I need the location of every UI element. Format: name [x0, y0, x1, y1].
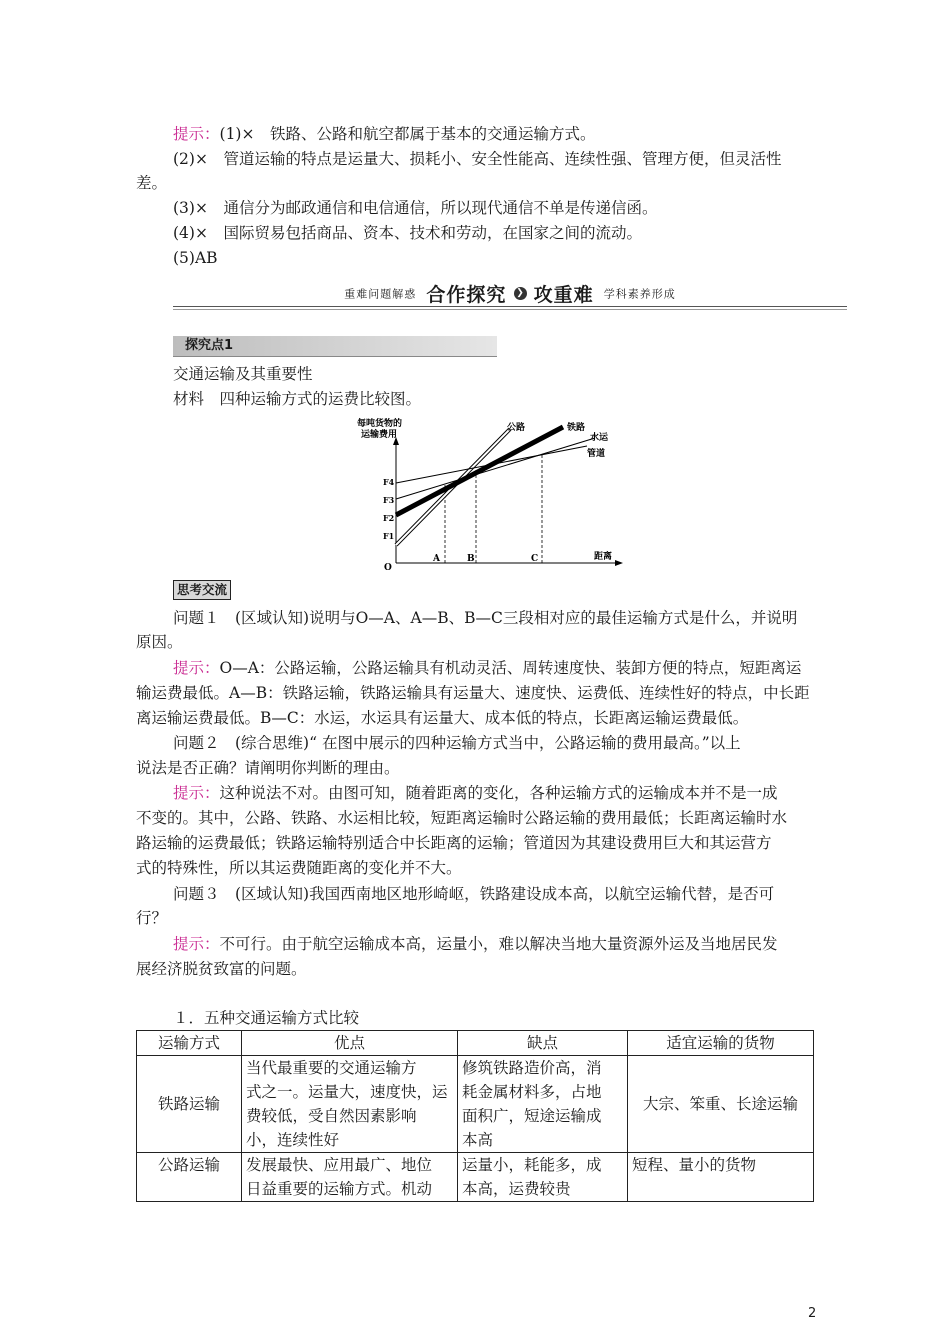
question-2-cont: 说法是否正确？请阐明你判断的理由。 — [136, 759, 400, 777]
table-row — [137, 1153, 814, 1202]
hint-2-cont: 差。 — [136, 174, 168, 192]
hint-1 — [173, 122, 595, 146]
ytick-f2: F2 — [383, 513, 395, 523]
banner-left: 重难问题解惑 — [344, 287, 417, 301]
question-2: 问题２ (综合思维)“ 在图中展示的四种运输方式当中，公路运输的费用最高。”以上 — [173, 734, 741, 752]
page-number: 2 — [808, 1306, 817, 1321]
cell-line: 式之一。运量大，速度快，运 — [246, 1083, 448, 1101]
hint-2: (2)× 管道运输的特点是运量大、损耗小、安全性能高、连续性强、管理方便，但灵活性 — [173, 150, 782, 168]
cell-line: 小，连续性好 — [246, 1131, 340, 1149]
answer-3 — [173, 932, 778, 956]
cell-line: 日益重要的运输方式。机动 — [246, 1180, 433, 1198]
x-axis-label: 距离 — [594, 552, 613, 562]
cell-cons — [458, 1153, 628, 1202]
answer-2-line-4: 式的特殊性，所以其运费随距离的变化并不大。 — [136, 859, 462, 877]
answer-3-line-2: 展经济脱贫致富的问题。 — [136, 960, 307, 978]
label-pipeline: 管道 — [587, 449, 606, 459]
cell-goods: 短程、量小的货物 — [628, 1153, 814, 1202]
answer-2-line-3: 路运输的运费最低；铁路运输特别适合中长距离的运输；管道因为其建设费用巨大和其运营方 — [136, 834, 772, 852]
xtick-b: B — [467, 554, 475, 564]
cell-pros — [242, 1153, 458, 1202]
cell-line: 面积广，短途运输成 — [462, 1107, 602, 1125]
cell-mode: 公路运输 — [137, 1153, 242, 1202]
probe-label: 探究点1 — [185, 338, 234, 353]
cell-line: 发展最快、应用最广、地位 — [246, 1156, 433, 1174]
banner-rule — [173, 306, 847, 307]
line-railway — [396, 427, 563, 515]
header-goods: 适宜运输的货物 — [628, 1031, 814, 1056]
cell-line: 修筑铁路造价高，消 — [462, 1059, 602, 1077]
table-row — [137, 1056, 814, 1153]
banner-rule-secondary — [173, 309, 847, 310]
hint-label: 提示： — [173, 784, 220, 802]
y-axis-label-2: 运输费用 — [361, 430, 398, 440]
answer-1-text: O—A：公路运输，公路运输具有机动灵活、周转速度快、装卸方便的特点，短距离运 — [219, 659, 802, 677]
ytick-f4: F4 — [383, 477, 395, 487]
answer-2-text: 这种说法不对。由图可知，随着距离的变化，各种运输方式的运输成本并不是一成 — [219, 784, 778, 802]
hint-3: (3)× 通信分为邮政通信和电信通信，所以现代通信不单是传递信函。 — [173, 199, 658, 217]
answer-1-line-3: 离运输运费最低。B—C：水运，水运具有运量大、成本低的特点，长距离运输运费最低。 — [136, 709, 749, 727]
xtick-c: C — [531, 554, 539, 564]
cell-goods: 大宗、笨重、长途运输 — [628, 1056, 814, 1153]
line-water — [396, 438, 595, 499]
ytick-f1: F1 — [383, 531, 395, 541]
line-pipeline — [396, 446, 587, 483]
answer-3-text: 不可行。由于航空运输成本高，运量小，难以解决当地大量资源外运及当地居民发 — [219, 935, 778, 953]
section-title: 交通运输及其重要性 — [173, 365, 313, 383]
y-axis-label-1: 每吨货物的 — [357, 419, 403, 429]
question-3-cont: 行？ — [136, 909, 168, 927]
hint-label: 提示： — [173, 659, 220, 677]
cell-mode: 铁路运输 — [137, 1056, 242, 1153]
transport-comparison-table — [136, 1030, 814, 1202]
table-header-row — [137, 1031, 814, 1056]
cell-cons — [458, 1056, 628, 1153]
question-1-cont: 原因。 — [136, 633, 183, 651]
banner-main-2: 攻重难 — [533, 284, 594, 306]
label-water: 水运 — [590, 433, 609, 443]
section-banner — [173, 280, 847, 312]
header-pros: 优点 — [242, 1031, 458, 1056]
table-title: １．五种交通运输方式比较 — [173, 1009, 360, 1027]
cell-line: 耗金属材料多，占地 — [462, 1083, 602, 1101]
label-road: 公路 — [507, 423, 526, 433]
probe-heading — [173, 336, 497, 357]
origin-label: O — [384, 563, 392, 573]
answer-1-line-2: 输运费最低。A—B：铁路运输，铁路运输具有运量大、速度快、运费低、连续性好的特点，中长距 — [136, 684, 810, 702]
question-3: 问题３ (区域认知)我国西南地区地形崎岖，铁路建设成本高，以航空运输代替，是否可 — [173, 885, 775, 903]
x-axis-arrow — [615, 560, 623, 566]
material-caption: 材料 四种运输方式的运费比较图。 — [173, 390, 422, 408]
hint-5: (5)AB — [173, 249, 218, 267]
question-1: 问题１ (区域认知)说明与O—A、A—B、B—C三段相对应的最佳运输方式是什么，并说明 — [173, 609, 798, 627]
hint-label: 提示： — [173, 125, 220, 143]
transport-cost-figure — [355, 413, 625, 573]
header-mode: 运输方式 — [137, 1031, 242, 1056]
hint-1-text: (1)× 铁路、公路和航空都属于基本的交通运输方式。 — [219, 125, 596, 143]
hint-label: 提示： — [173, 935, 220, 953]
answer-1 — [173, 656, 801, 680]
xtick-a: A — [433, 554, 440, 564]
ytick-f3: F3 — [383, 495, 395, 505]
think-discuss-label: 思考交流 — [173, 580, 231, 600]
header-cons: 缺点 — [458, 1031, 628, 1056]
banner-right: 学科素养形成 — [603, 287, 676, 301]
cell-line: 本高 — [462, 1131, 494, 1149]
chevron-right-icon: ❯ — [514, 287, 527, 300]
cell-line: 运量小，耗能多，成 — [462, 1156, 602, 1174]
cell-line: 当代最重要的交通运输方 — [246, 1059, 417, 1077]
answer-2-line-2: 不变的。其中，公路、铁路、水运相比较，短距离运输时公路运输的费用最低；长距离运输时水 — [136, 809, 788, 827]
cell-line: 费较低，受自然因素影响 — [246, 1107, 417, 1125]
cell-pros — [242, 1056, 458, 1153]
hint-4: (4)× 国际贸易包括商品、资本、技术和劳动，在国家之间的流动。 — [173, 224, 642, 242]
label-railway: 铁路 — [567, 423, 586, 433]
banner-main-1: 合作探究 — [426, 284, 507, 306]
cell-line: 本高，运费较贵 — [462, 1180, 571, 1198]
answer-2 — [173, 781, 778, 805]
